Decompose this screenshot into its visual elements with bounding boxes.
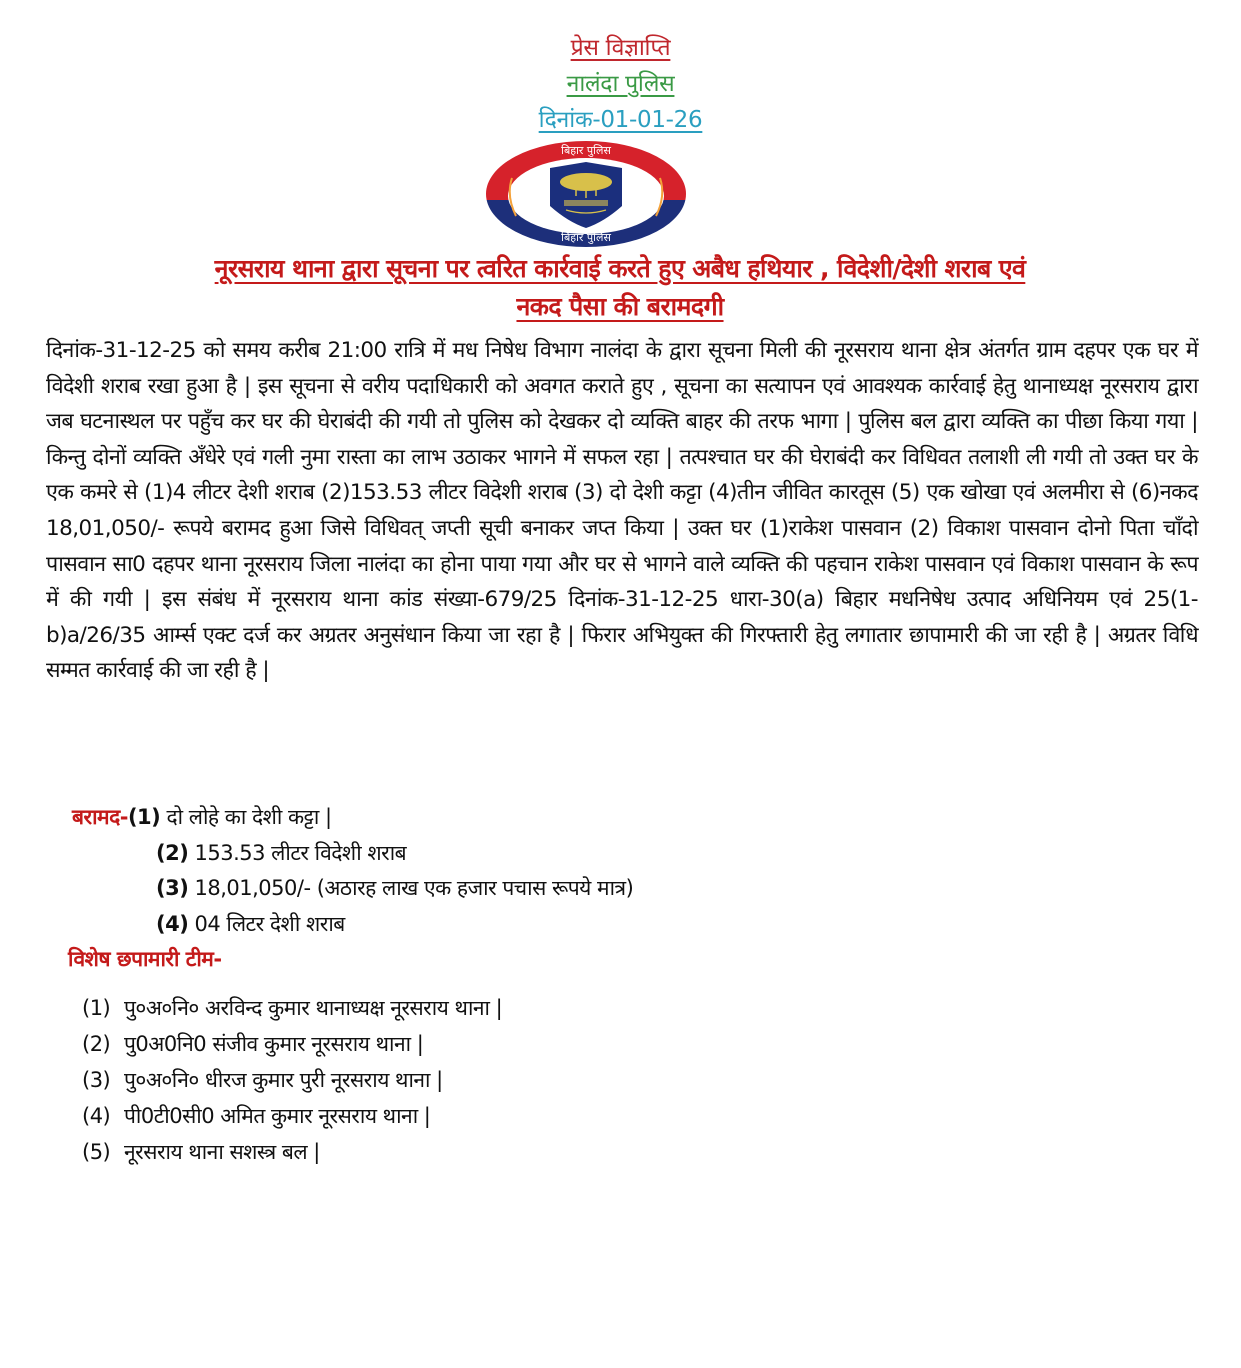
svg-text:बिहार पुलिस: बिहार पुलिस bbox=[561, 231, 611, 244]
body-paragraph: दिनांक-31-12-25 को समय करीब 21:00 रात्रि में मध निषेध विभाग नालंदा के द्वारा सूचना मिली की नूरसराय थाना क्षेत्र अंतर्गत ग्राम दहपर एक घर में विदेशी शराब रखा हुआ है | इस सूचना से वरीय पदाधिकारी को अवगत कराते हुए , सूचना का सत्यापन एवं आवश्यक कार्रवाई हेतु थानाध्यक्ष नूरसराय द्वारा जब घटनास्थल पर पहुँच कर घर की घेराबंदी की गयी तो पुलिस को देखकर दो व्यक्ति बाहर की तरफ भागा | पुलिस बल द्वारा व्यक्ति का पीछा किया गया | किन्तु दोनों व्यक्ति अँधेरे एवं गली नुमा रास्ता का लाभ उठाकर भागने में सफल रहा | तत्पश्चात घर की घेराबंदी कर विधिवत तलाशी ली गयी तो उक्त घर के एक कमरे से (1)4 लीटर देशी शराब (2)153.53 लीटर विदेशी शराब (3) दो देशी कट्टा (4)तीन जीवित कारतूस (5) एक खोखा एवं अलमीरा से (6)नकद 18,01,050/- रूपये बरामद हुआ जिसे विधिवत् जप्ती सूची बनाकर जप्त किया | उक्त घर (1)राकेश पासवान (2) विकाश पासवान दोनो पिता चाँदो पासवान सा0 दहपर थाना नूरसराय जिला नालंदा का होना पाया गया और घर से भागने वाले व्यक्ति की पहचान राकेश पासवान एवं विकाश पासवान के रूप में की गयी | इस संबंध में नूरसराय थाना कांड संख्या-679/25 दिनांक-31-12-25 धारा-30(a) बिहार मधनिषेध उत्पाद अधिनियम एवं 25(1-b)a/26/35 आर्म्स एक्ट दर्ज कर अग्रतर अनुसंधान किया जा रहा है | फिरार अभियुक्त की गिरफ्तारी हेतु लगातार छापामारी की जा रही है | अग्रतर विधि सम्मत कार्रवाई की जा रही है | bbox=[46, 338, 1198, 684]
item-number: (1) bbox=[127, 805, 161, 829]
member-number: (3) bbox=[82, 1068, 111, 1092]
member-text: पी0टी0सी0 अमित कुमार नूरसराय थाना | bbox=[124, 1104, 431, 1128]
item-text: 18,01,050/- (अठारह लाख एक हजार पचास रूपये मात्र) bbox=[188, 876, 634, 900]
item-number: (2) bbox=[156, 840, 189, 865]
member-text: पु०अ०नि० अरविन्द कुमार थानाध्यक्ष नूरसराय थाना | bbox=[124, 996, 503, 1020]
headline-line-1: नूरसराय थाना द्वारा सूचना पर त्वरित कार्रवाई करते हुए अबैध हथियार , विदेशी/देशी शराब एवं bbox=[214, 254, 1026, 283]
member-text: नूरसराय थाना सशस्त्र बल | bbox=[124, 1140, 320, 1164]
item-text: 153.53 लीटर विदेशी शराब bbox=[188, 840, 407, 865]
headline bbox=[30, 250, 1210, 326]
raid-team-list bbox=[82, 990, 982, 1170]
member-number: (2) bbox=[82, 1032, 111, 1056]
item-text: 04 लिटर देशी शराब bbox=[188, 911, 345, 936]
member-text: पु०अ०नि० धीरज कुमार पुरी नूरसराय थाना | bbox=[124, 1068, 443, 1092]
team-member bbox=[82, 1098, 982, 1134]
recovered-item bbox=[72, 800, 972, 836]
svg-text:बिहार पुलिस: बिहार पुलिस bbox=[561, 144, 611, 157]
bihar-police-emblem-icon bbox=[484, 138, 689, 248]
team-member bbox=[82, 1062, 982, 1098]
member-text: पु0अ0नि0 संजीव कुमार नूरसराय थाना | bbox=[124, 1032, 424, 1056]
release-date: दिनांक-01-01-26 bbox=[538, 107, 703, 133]
item-number: (3) bbox=[156, 876, 189, 900]
team-member bbox=[82, 1134, 982, 1170]
member-number: (5) bbox=[82, 1140, 111, 1164]
raid-team-title: विशेष छपामारी टीम- bbox=[68, 947, 222, 971]
member-number: (1) bbox=[82, 996, 111, 1020]
item-text: दो लोहे का देशी कट्टा | bbox=[160, 805, 332, 829]
recovered-items-list bbox=[72, 800, 972, 942]
recovered-label: बरामद- bbox=[72, 805, 128, 829]
press-release-header bbox=[0, 30, 1241, 138]
recovered-item bbox=[72, 871, 972, 907]
team-member bbox=[82, 990, 982, 1026]
member-number: (4) bbox=[82, 1104, 111, 1128]
recovered-item bbox=[72, 907, 972, 943]
press-release-title: प्रेस विज्ञाप्ति bbox=[570, 35, 671, 61]
recovered-item bbox=[72, 836, 972, 872]
organization-name: नालंदा पुलिस bbox=[566, 71, 675, 97]
bihar-police-logo bbox=[484, 138, 689, 248]
team-member bbox=[82, 1026, 982, 1062]
item-number: (4) bbox=[156, 911, 189, 936]
headline-line-2: नकद पैसा की बरामदगी bbox=[516, 292, 724, 321]
